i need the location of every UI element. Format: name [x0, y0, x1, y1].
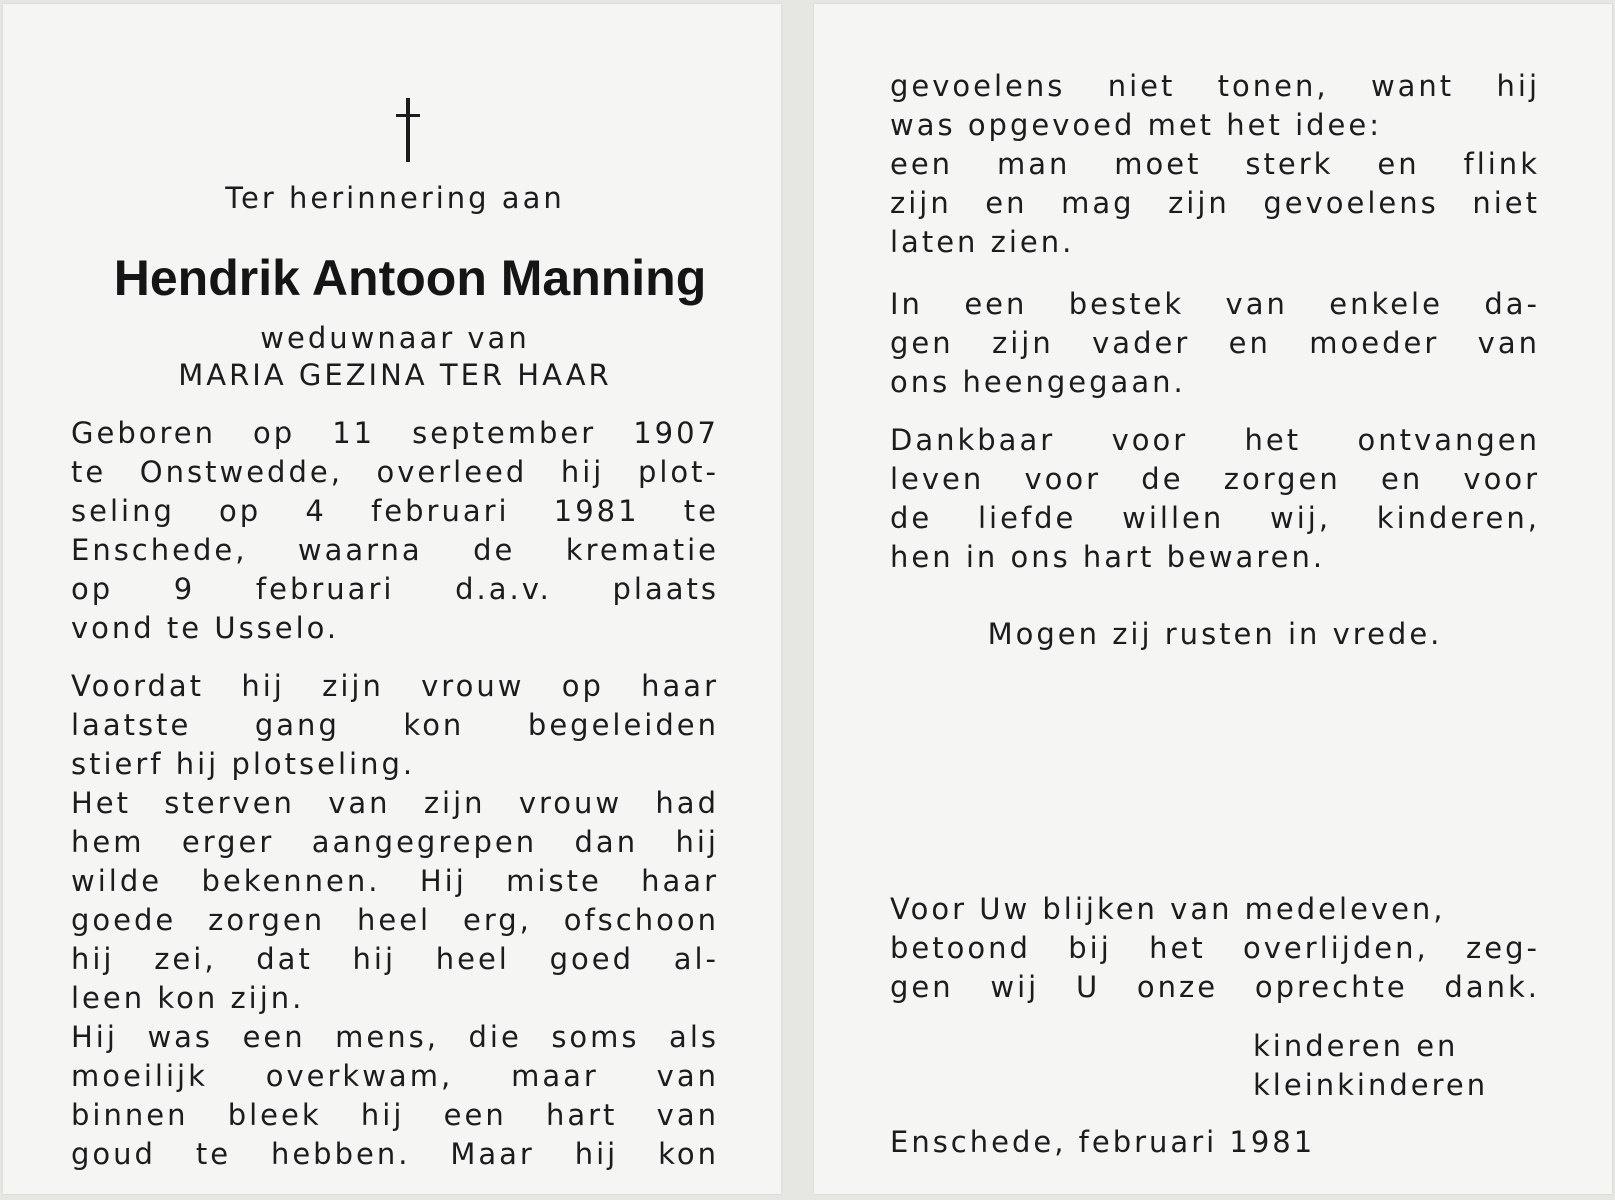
tribute-line: moeilijk overkwam, maar van: [71, 1059, 719, 1093]
tribute-line: Het sterven van zijn vrouw had: [71, 786, 719, 820]
tribute-line: hem erger aangegrepen dan hij: [71, 825, 719, 859]
signature-line: kinderen en: [1253, 1029, 1459, 1063]
paragraph-line: was opgevoed met het idee:: [890, 108, 1383, 142]
tribute-line: Hij was een mens, die soms als: [71, 1020, 719, 1054]
paragraph-line: de liefde willen wij, kinderen,: [890, 501, 1540, 535]
cross-icon: [396, 98, 420, 162]
deceased-name: Hendrik Antoon Manning: [113, 250, 707, 306]
paragraph-line: gen zijn vader en moeder van: [890, 326, 1540, 360]
intro-text: Ter herinnering aan: [225, 181, 565, 215]
paragraph-line: leven voor de zorgen en voor: [890, 462, 1540, 496]
place-date: Enschede, februari 1981: [890, 1125, 1316, 1159]
paragraph-line: hen in ons hart bewaren.: [890, 540, 1326, 574]
tribute-line: goud te hebben. Maar hij kon: [71, 1137, 719, 1171]
paragraph-line: laten zien.: [890, 225, 1075, 259]
thanks-line: betoond bij het overlijden, zeg-: [890, 931, 1540, 965]
tribute-line: stierf hij plotseling.: [71, 747, 416, 781]
paragraph-line: In een bestek van enkele da-: [890, 287, 1540, 321]
relation-text: weduwnaar van: [260, 321, 530, 355]
prayer-text: Mogen zij rusten in vrede.: [987, 617, 1443, 651]
birth-line: seling op 4 februari 1981 te: [71, 494, 719, 528]
birth-line: vond te Usselo.: [71, 611, 340, 645]
birth-line: Geboren op 11 september 1907: [71, 416, 719, 450]
signature-line: kleinkinderen: [1253, 1068, 1489, 1102]
tribute-line: goede zorgen heel erg, ofschoon: [71, 903, 719, 937]
birth-line: te Onstwedde, overleed hij plot-: [71, 455, 719, 489]
thanks-line: gen wij U onze oprechte dank.: [890, 970, 1540, 1004]
tribute-line: leen kon zijn.: [71, 981, 305, 1015]
paragraph-line: een man moet sterk en flink: [890, 147, 1540, 181]
paragraph-line: gevoelens niet tonen, want hij: [890, 69, 1540, 103]
birth-line: op 9 februari d.a.v. plaats: [71, 572, 719, 606]
spouse-name: MARIA GEZINA TER HAAR: [178, 358, 612, 392]
tribute-line: hij zei, dat hij heel goed al-: [71, 942, 719, 976]
birth-line: Enschede, waarna de krematie: [71, 533, 719, 567]
paragraph-line: Dankbaar voor het ontvangen: [890, 423, 1540, 457]
tribute-line: wilde bekennen. Hij miste haar: [71, 864, 719, 898]
tribute-line: laatste gang kon begeleiden: [71, 708, 719, 742]
tribute-line: binnen bleek hij een hart van: [71, 1098, 719, 1132]
tribute-line: Voordat hij zijn vrouw op haar: [71, 669, 719, 703]
paragraph-line: zijn en mag zijn gevoelens niet: [890, 186, 1540, 220]
thanks-line: Voor Uw blijken van medeleven,: [890, 892, 1446, 926]
paragraph-line: ons heengegaan.: [890, 365, 1186, 399]
